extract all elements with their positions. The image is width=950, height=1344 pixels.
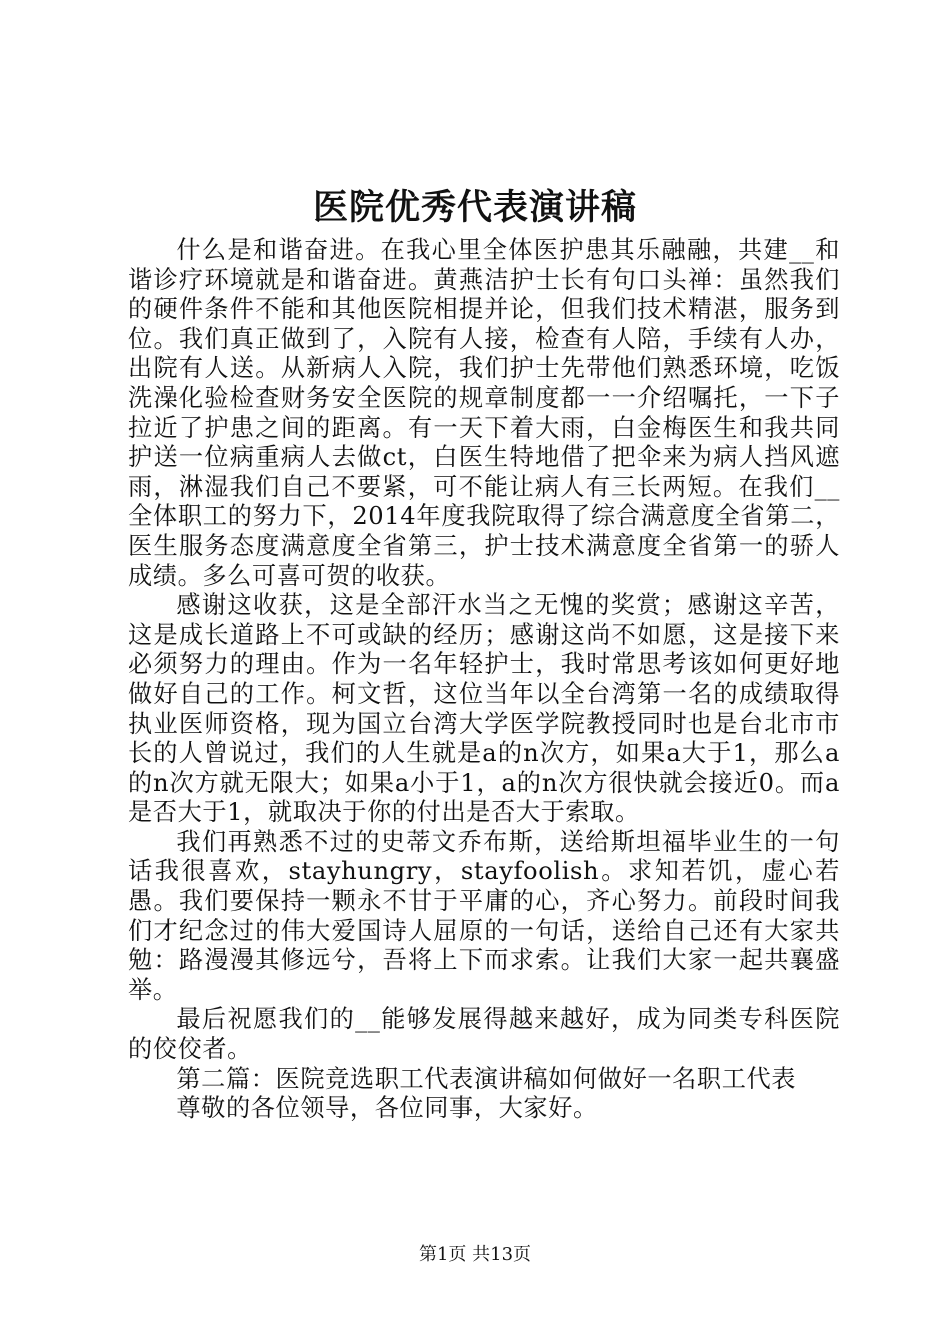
paragraph: 我们再熟悉不过的史蒂文乔布斯，送给斯坦福毕业生的一句话我很喜欢，stayhungry，stayfoolish。求知若饥，虚心若愚。我们要保持一颗永不甘于平庸的心，齐心努力。前段时间我们才纪念过的伟大爱国诗人屈原的一句话，送给自己还有大家共勉：路漫漫其修远兮，吾将上下而求索。让我们大家一起共襄盛举。	[128, 827, 840, 1004]
page-number-footer: 第1页 共13页	[418, 1244, 532, 1265]
paragraph: 最后祝愿我们的__能够发展得越来越好，成为同类专科医院的佼佼者。	[128, 1005, 840, 1064]
section-heading: 第二篇：医院竞选职工代表演讲稿如何做好一名职工代表	[176, 1064, 797, 1093]
paragraph: 感谢这收获，这是全部汗水当之无愧的奖赏；感谢这辛苦，这是成长道路上不可或缺的经历；感谢这尚不如愿，这是接下来必须努力的理由。作为一名年轻护士，我时常思考该如何更好地做好自己的工作。柯文哲，这位当年以全台湾第一名的成绩取得执业医师资格，现为国立台湾大学医学院教授同时也是台北市市长的人曾说过，我们的人生就是a的n次方，如果a大于1，那么a的n次方就无限大；如果a小于1，a的n次方很快就会接近0。而a是否大于1，就取决于你的付出是否大于索取。	[128, 591, 840, 827]
document-body	[128, 236, 840, 1124]
paragraph: 尊敬的各位领导，各位同事，大家好。	[176, 1094, 598, 1123]
paragraph: 什么是和谐奋进。在我心里全体医护患其乐融融，共建__和谐诊疗环境就是和谐奋进。黄燕洁护士长有句口头禅：虽然我们的硬件条件不能和其他医院相提并论，但我们技术精湛，服务到位。我们真正做到了，入院有人接，检查有人陪，手续有人办，出院有人送。从新病人入院，我们护士先带他们熟悉环境，吃饭洗澡化验检查财务安全医院的规章制度都一一介绍嘱托，一下子拉近了护患之间的距离。有一天下着大雨，白金梅医生和我共同护送一位病重病人去做ct，白医生特地借了把伞来为病人挡风遮雨，淋湿我们自己不要紧，可不能让病人有三长两短。在我们__全体职工的努力下，2014年度我院取得了综合满意度全省第二，医生服务态度满意度全省第三，护士技术满意度全省第一的骄人成绩。多么可喜可贺的收获。	[128, 236, 840, 590]
document-title: 医院优秀代表演讲稿	[312, 187, 637, 228]
